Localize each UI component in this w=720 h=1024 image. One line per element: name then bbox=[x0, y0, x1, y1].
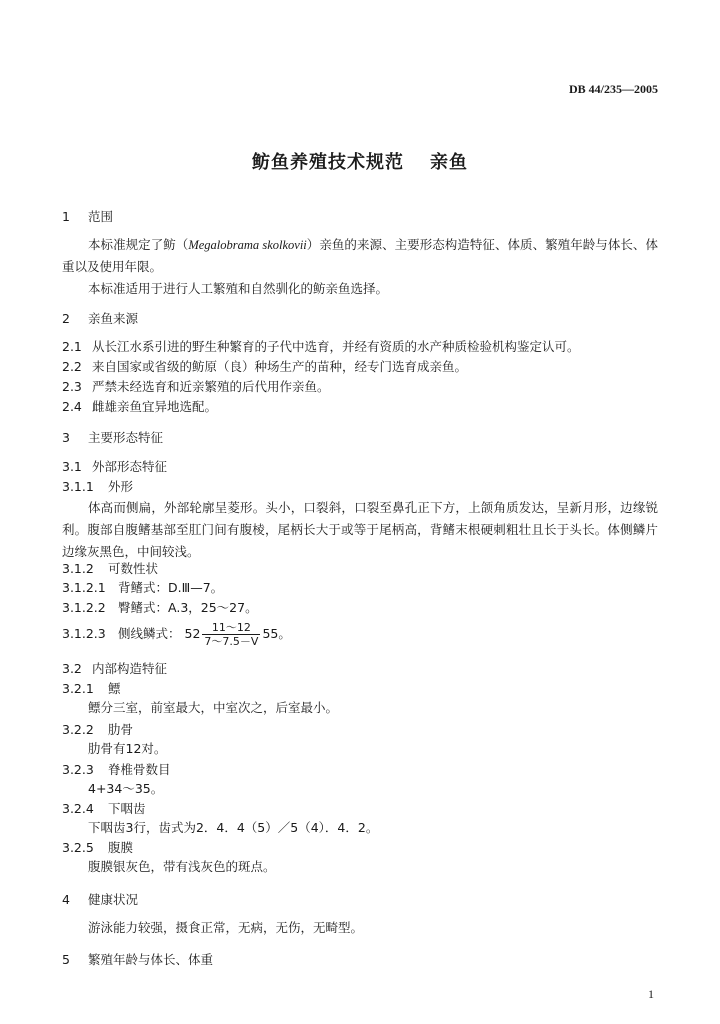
clause-2-3: 2.3 严禁未经选育和近亲繁殖的后代用作亲鱼。 bbox=[62, 379, 330, 394]
page-title bbox=[0, 148, 720, 174]
clause-3-2-1-text: 鳔分三室，前室最大，中室次之，后室最小。 bbox=[88, 700, 339, 715]
section-2-heading: 2 亲鱼来源 bbox=[62, 311, 139, 326]
clause-3-2-5: 3.2.5 腹膜 bbox=[62, 840, 134, 855]
section-1-paragraph-1: 本标准规定了鲂（Megalobrama skolkovii）亲鱼的来源、主要形态构造特征、体质、繁殖年龄与体长、体重以及使用年限。 bbox=[62, 237, 658, 274]
document-code: DB 44/235—2005 bbox=[568, 82, 658, 96]
clause-3-2-3: 3.2.3 脊椎骨数目 bbox=[62, 762, 171, 777]
clause-3-1-2-2: 3.1.2.2 臀鳍式：A.3，25～27。 bbox=[62, 600, 258, 615]
section-3-heading: 3 主要形态特征 bbox=[62, 430, 164, 445]
clause-3-1-2-1: 3.1.2.1 背鳍式：D.Ⅲ—7。 bbox=[62, 580, 224, 595]
clause-3-2-2-text: 肋骨有12对。 bbox=[88, 741, 167, 756]
clause-3-2-4-text: 下咽齿3行，齿式为2．4．4（5）／5（4）．4．2。 bbox=[88, 820, 379, 835]
title-sub: 亲鱼 bbox=[430, 152, 468, 173]
section-1-heading: 1 范围 bbox=[62, 209, 114, 224]
clause-2-2: 2.2 来自国家或省级的鲂原（良）种场生产的苗种，经专门选育成亲鱼。 bbox=[62, 359, 468, 374]
clause-3-2-5-text: 腹膜银灰色，带有浅灰色的斑点。 bbox=[88, 859, 276, 874]
clause-3-2-3-text: 4+34～35。 bbox=[88, 781, 164, 796]
clause-3-1: 3.1 外部形态特征 bbox=[62, 459, 168, 474]
lateral-line-formula: $\frac{11\sim 12}{7\sim 7.5-V}$ bbox=[204, 621, 259, 648]
clause-3-1-1: 3.1.1 外形 bbox=[62, 479, 134, 494]
latin-species-name: Megalobrama skolkovii bbox=[188, 238, 307, 252]
clause-3-1-2-3: 3.1.2.3 侧线鳞式： 52 $\frac{11\sim 12}{7\sim 7.5-V}$ 55。 bbox=[62, 621, 291, 648]
clause-3-2: 3.2 内部构造特征 bbox=[62, 661, 168, 676]
clause-2-1: 2.1 从长江水系引进的野生种繁育的子代中选育，并经有资质的水产种质检验机构鉴定认可。 bbox=[62, 339, 580, 354]
clause-2-4: 2.4 雌雄亲鱼宜异地选配。 bbox=[62, 399, 218, 414]
section-5-heading: 5 繁殖年龄与体长、体重 bbox=[62, 952, 214, 967]
clause-3-1-2: 3.1.2 可数性状 bbox=[62, 561, 159, 576]
clause-3-1-1-text: 体高而侧扁，外部轮廓呈菱形。头小，口裂斜，口裂至鼻孔正下方，上颌角质发达，呈新月形，边缘锐利。腹部自腹鳍基部至肛门间有腹棱，尾柄长大于或等于尾柄高，背鳍末根硬刺粗壮且长于头长。体侧鳞片边缘灰黑色，中间较浅。 bbox=[62, 500, 658, 559]
section-4-text: 游泳能力较强，摄食正常，无病，无伤，无畸型。 bbox=[88, 920, 364, 935]
title-main: 鲂鱼养殖技术规范 bbox=[252, 152, 404, 173]
section-1-paragraph-2: 本标准适用于进行人工繁殖和自然驯化的鲂亲鱼选择。 bbox=[88, 281, 389, 296]
section-4-heading: 4 健康状况 bbox=[62, 892, 139, 907]
page-number: 1 bbox=[648, 987, 654, 1001]
clause-3-2-1: 3.2.1 鳔 bbox=[62, 681, 121, 696]
clause-3-2-4: 3.2.4 下咽齿 bbox=[62, 801, 146, 816]
clause-3-2-2: 3.2.2 肋骨 bbox=[62, 722, 134, 737]
